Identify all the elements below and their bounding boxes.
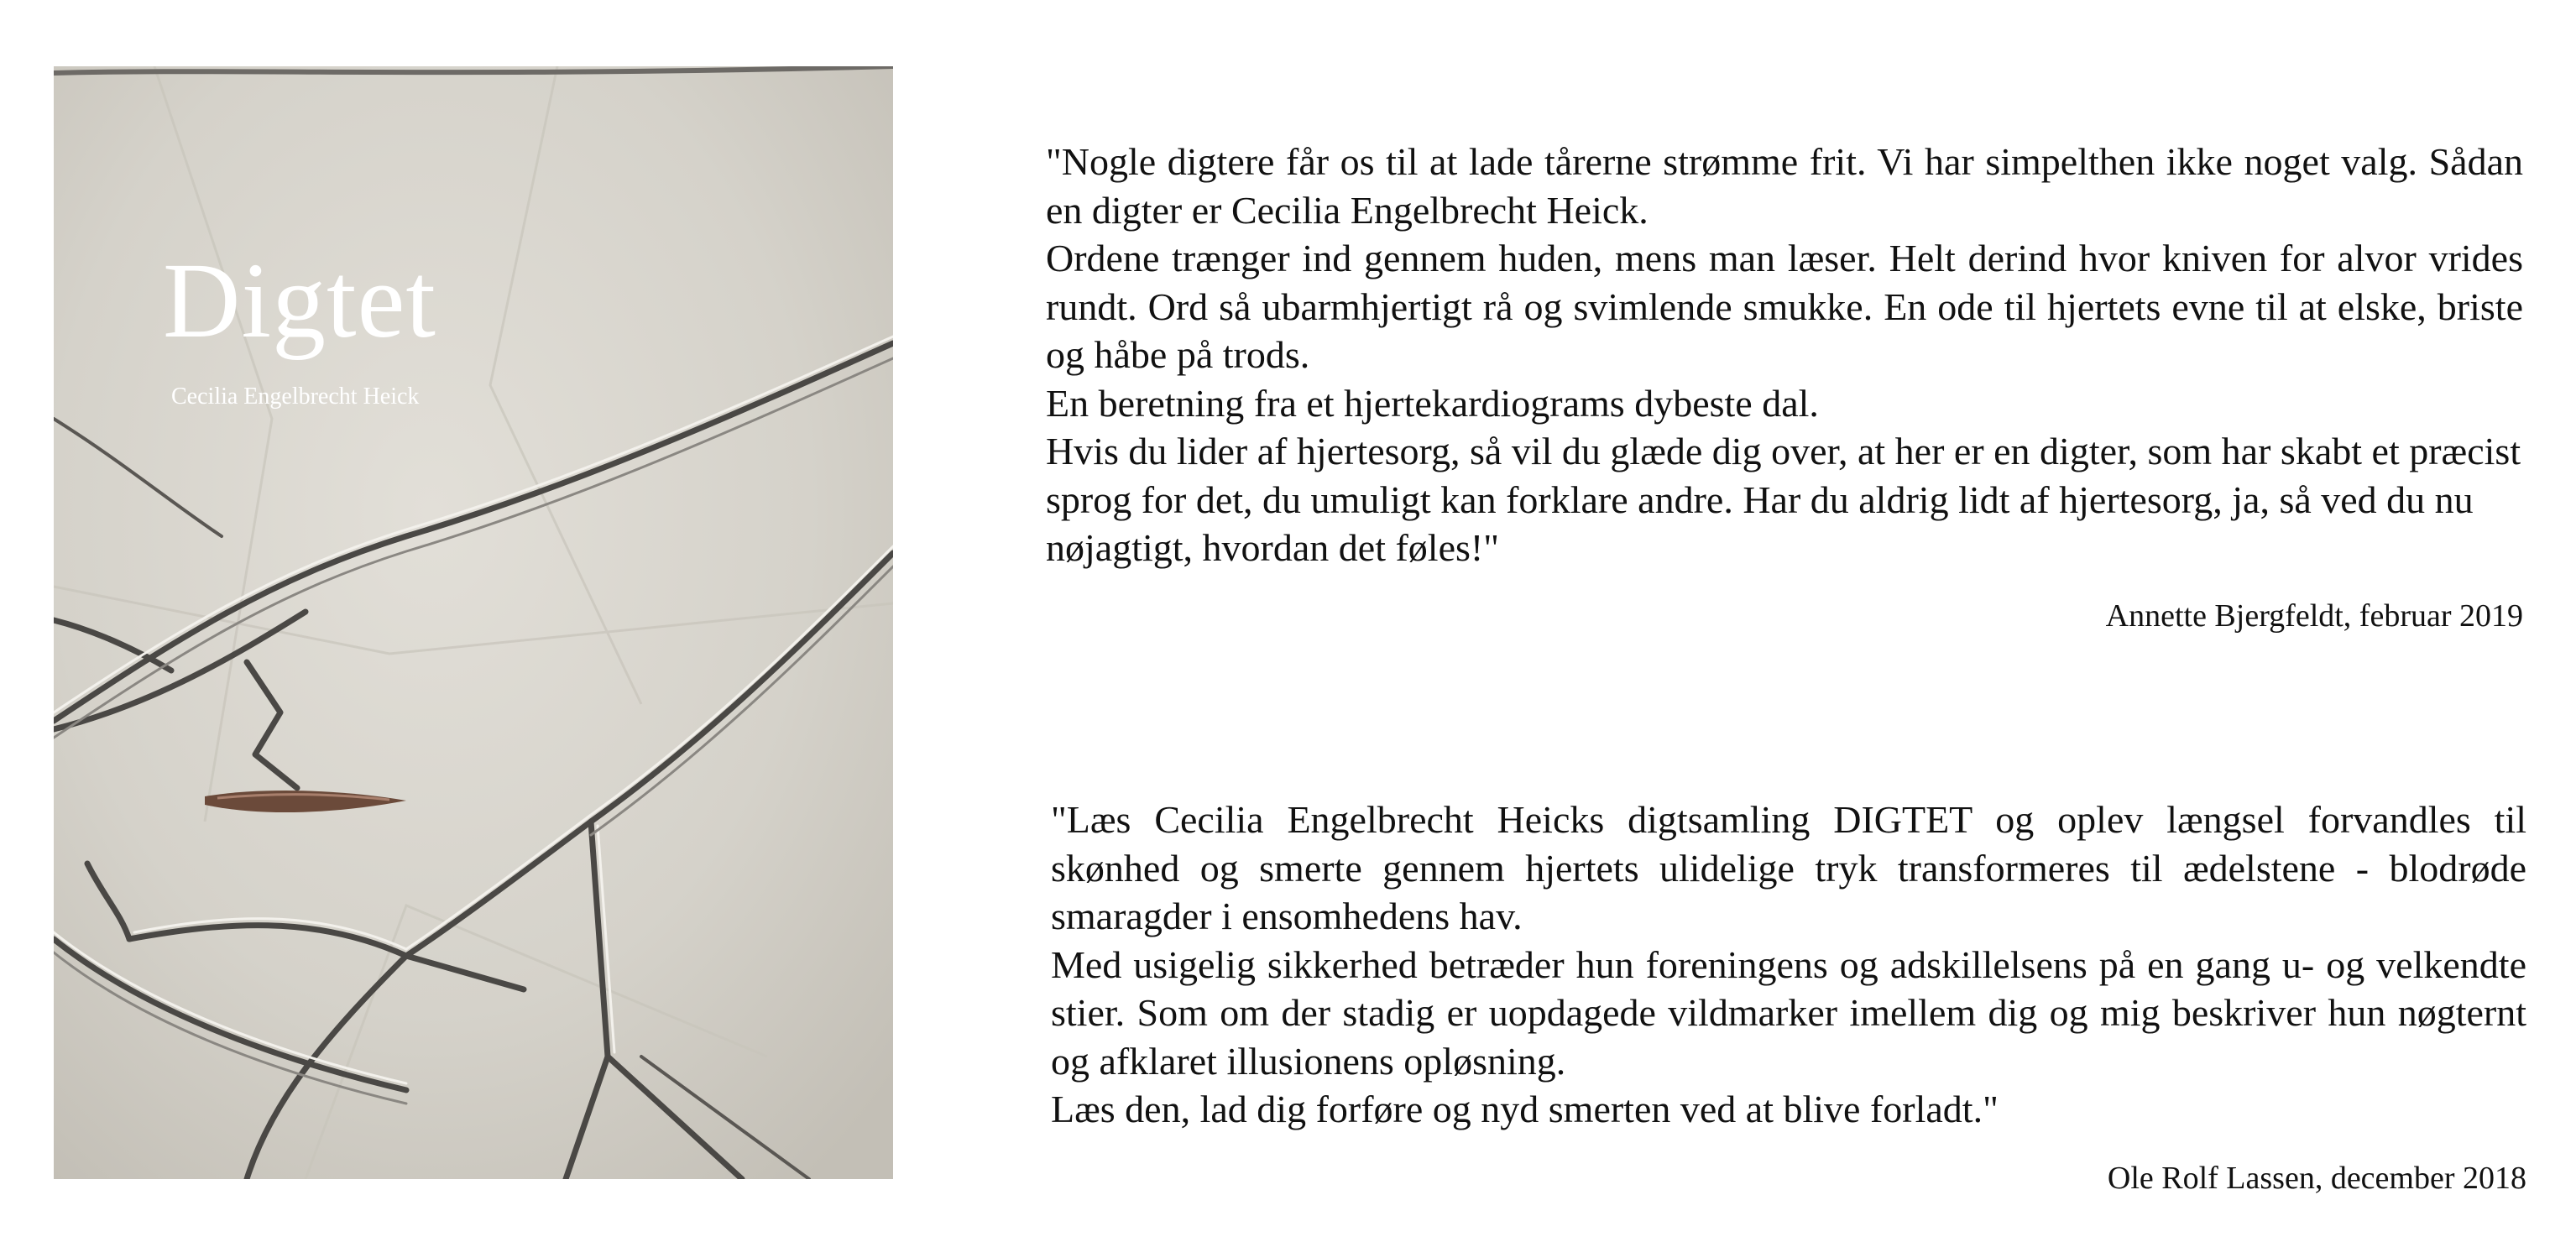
quote-paragraph: "Nogle digtere får os til at lade tårerne strømme frit. Vi har simpelthen ikke noget valg. Sådan en digter er Cecilia Engelbrecht Heick.	[1046, 140, 2523, 232]
quote-paragraph: Med usigelig sikkerhed betræder hun foreningens og adskillelsens på en gang u- og velkendte stier. Som om der stadig er uopdagede vildmarker imellem dig og mig beskriver hun nøgternt og afklaret illusionens opløsning.	[1051, 942, 2526, 1083]
quote-paragraph: Læs den, lad dig forføre og nyd smerten ved at blive forladt."	[1051, 1088, 1999, 1130]
book-cover	[54, 66, 893, 1179]
quote-paragraph: Hvis du lider af hjertesorg, så vil du glæde dig over, at her er en digter, som har skabt et præcist sprog for det, du umuligt kan forklare andre. Har du aldrig lidt af hjertesorg, ja, så ved du nu nøjagtigt, hvordan det føles!"	[1046, 430, 2521, 569]
quote-paragraph: Ordene trænger ind gennem huden, mens man læser. Helt derind hvor kniven for alvor vrides rundt. Ord så ubarmhjertigt rå og svimlende smukke. En ode til hjertets evne til at elske, briste og håbe på trods.	[1046, 237, 2523, 376]
quote-paragraph: En beretning fra et hjertekardiograms dybeste dal.	[1046, 381, 1819, 425]
review-attribution-2: Ole Rolf Lassen, december 2018	[2107, 1161, 2526, 1196]
review-quote-1	[1046, 138, 2523, 572]
cover-title: Digtet	[163, 241, 436, 360]
review-quote-2	[1051, 796, 2526, 1134]
cover-author: Cecilia Engelbrecht Heick	[171, 384, 420, 410]
broken-glass-illustration	[54, 66, 893, 1179]
review-attribution-1: Annette Bjergfeldt, februar 2019	[2105, 598, 2523, 634]
quote-paragraph: "Læs Cecilia Engelbrecht Heicks digtsamling DIGTET og oplev længsel forvandles til skønhed og smerte gennem hjertets ulidelige tryk transformeres til ædelstene - blodrøde smaragder i ensomhedens hav.	[1051, 798, 2526, 937]
